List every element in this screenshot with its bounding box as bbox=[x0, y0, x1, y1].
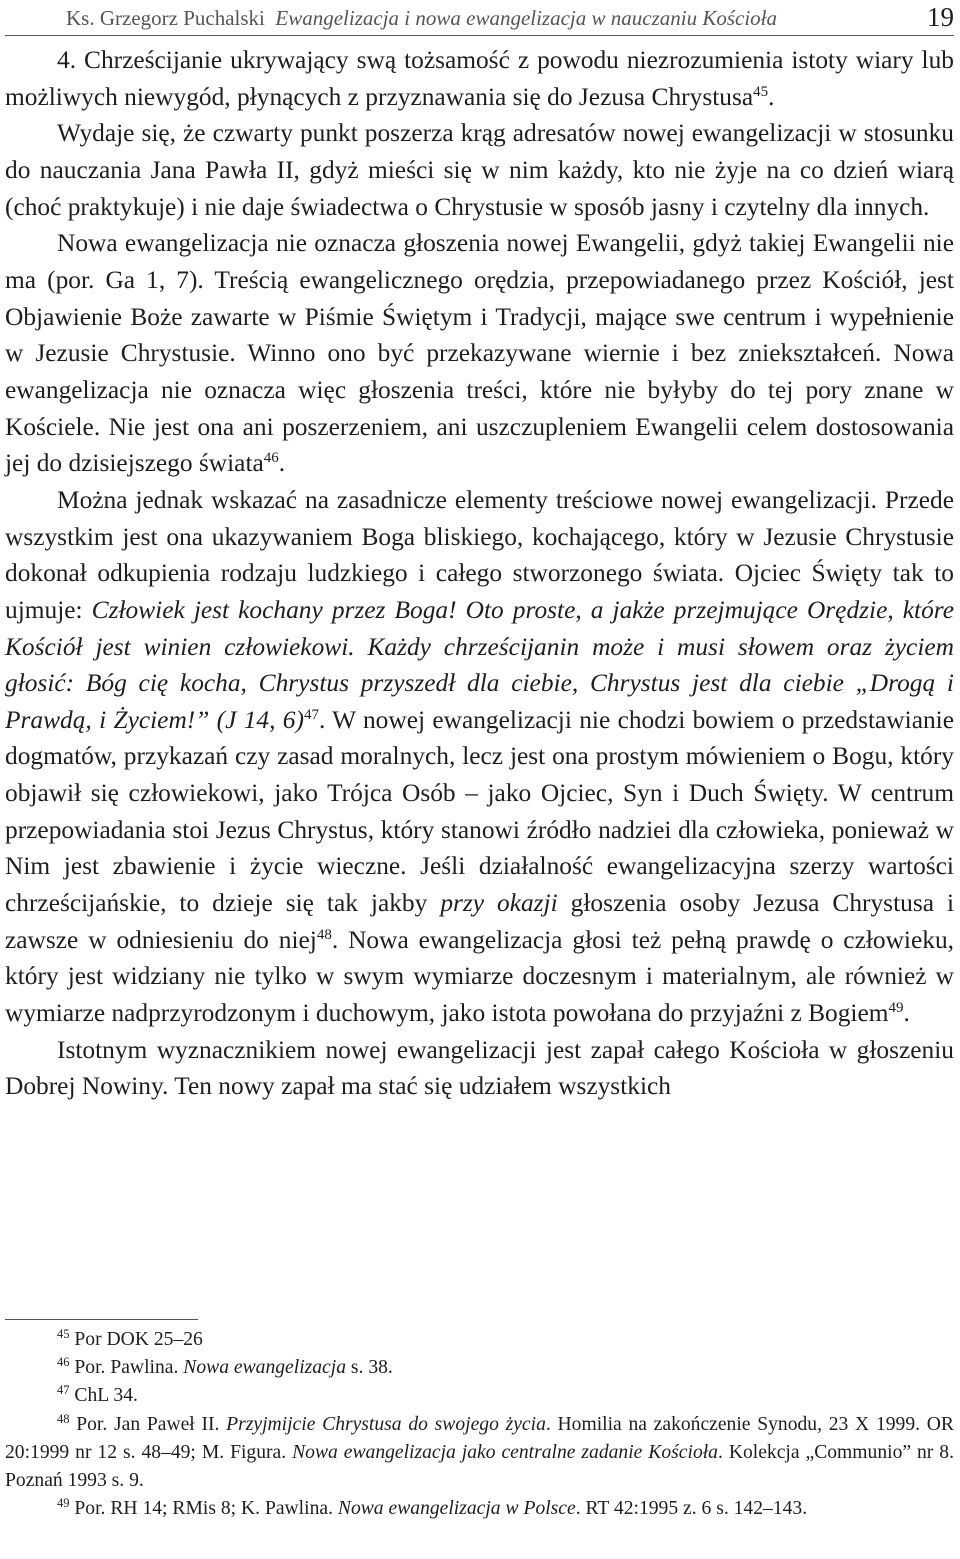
footnote-45 bbox=[5, 1326, 954, 1354]
header-title: Ewangelizacja i nowa ewangelizacja w nauczaniu Kościoła bbox=[275, 6, 778, 30]
paragraph-2 bbox=[5, 225, 954, 482]
list-item-4 bbox=[5, 42, 954, 115]
paragraph-3-text-a: Można jednak wskazać na zasadnicze elementy treściowe nowej ewangelizacji. Przede wszystkim jest ona ukazywaniem Boga bliskiego, kochającego, który w Jezusie Chrystusie dokonał odkupienia rodzaju ludzkiego i całego stworzonego świata. Ojciec Święty tak to ujmuje: bbox=[5, 485, 954, 624]
footnote-47 bbox=[5, 1382, 954, 1410]
footnote-ref-45[interactable]: 45 bbox=[753, 83, 769, 100]
footnotes bbox=[5, 1326, 954, 1523]
italic-phrase: przy okazji bbox=[440, 889, 558, 918]
paragraph-2-text: Nowa ewangelizacja nie oznacza głoszenia nowej Ewangelii, gdyż takiej Ewangelii nie ma (por. Ga 1, 7). Treścią ewangelicznego orędzia, przepowiadanego przez Kościół, jest Objawienie Boże zawarte w Piśmie Świętym i Tradycji, mające swe centrum i wypełnienie w Jezusie Chrystusie. Winno ono być przekazywane wiernie i bez zniekształceń. Nowa ewangelizacja nie oznacza więc głoszenia treści, które nie byłyby do tej pory znane w Kościele. Nie jest ona ani poszerzeniem, ani uszczupleniem Ewangelii celem dostosowania jej do dzisiejszego świata bbox=[5, 229, 954, 478]
footnote-text: Por. Pawlina. bbox=[74, 1357, 184, 1379]
header-rule bbox=[5, 35, 954, 36]
footnote-number: 48 bbox=[57, 1411, 70, 1426]
footnote-text: s. 38. bbox=[346, 1357, 393, 1379]
list-item-number: 4. bbox=[57, 46, 77, 74]
footnote-text: . Homilia na zakończenie Synodu, 23 X 1999. OR 20:1999 nr 12 s. 48–49; M. Figura. bbox=[5, 1413, 954, 1463]
header-author: Ks. Grzegorz Puchalski bbox=[66, 6, 265, 30]
footnote-49 bbox=[5, 1495, 954, 1523]
paragraph-3-text-d: . Nowa ewangelizacja głosi też pełną prawdę o człowieku, który jest widziany nie tylko w swym wymiarze doczesnym i materialnym, ale również w wymiarze nadprzyrodzonym i duchowym, jako istota powołana do przyjaźni z Bogiem bbox=[5, 925, 954, 1028]
footnote-rule bbox=[5, 1319, 198, 1320]
paragraph-3 bbox=[5, 482, 954, 1032]
footnote-title: Nowa ewangelizacja bbox=[183, 1357, 346, 1379]
sentence-end: . bbox=[768, 82, 775, 111]
footnote-48 bbox=[5, 1411, 954, 1496]
page-number: 19 bbox=[927, 2, 954, 32]
footnote-number: 45 bbox=[57, 1327, 70, 1341]
paragraph-4: Istotnym wyznacznikiem nowej ewangelizacji jest zapał całego Kościoła w głoszeniu Dobrej Nowiny. Ten nowy zapał ma stać się udziałem wszystkich bbox=[5, 1035, 954, 1101]
footnote-number: 49 bbox=[57, 1496, 70, 1511]
footnote-title: Nowa ewangelizacja jako centralne zadanie Kościoła bbox=[292, 1441, 718, 1463]
footnote-ref-47[interactable]: 47 bbox=[303, 706, 319, 723]
footnote-number: 47 bbox=[57, 1383, 70, 1398]
sentence-end: . bbox=[903, 999, 910, 1028]
running-head bbox=[66, 2, 954, 36]
footnote-46 bbox=[5, 1354, 954, 1382]
main-text bbox=[5, 42, 954, 1105]
footnote-text: ChL 34. bbox=[74, 1385, 138, 1407]
footnote-title: Przyjmijcie Chrystusa do swojego życia bbox=[226, 1413, 546, 1435]
footnote-text: Por DOK 25–26 bbox=[74, 1329, 203, 1350]
paragraph-3-text-c: głoszenia osoby Jezusa Chrystusa i zawsze w odniesieniu do niej bbox=[5, 889, 954, 954]
paragraph-1: Wydaje się, że czwarty punkt poszerza krąg adresatów nowej ewangelizacji w stosunku do nauczania Jana Pawła II, gdyż mieści się w nim każdy, kto nie żyje na co dzień wiarą (choć praktykuje) i nie daje świadectwa o Chrystusie w sposób jasny i czytelny dla innych. bbox=[5, 119, 954, 221]
footnote-number: 46 bbox=[57, 1355, 70, 1370]
footnote-ref-48[interactable]: 48 bbox=[316, 926, 332, 943]
footnote-title: Nowa ewangelizacja w Polsce bbox=[337, 1498, 576, 1520]
list-item-text: Chrześcijanie ukrywający swą tożsamość z powodu niezrozumienia istoty wiary lub możliwych niewygód, płynących z przyznawania się do Jezusa Chrystusa bbox=[5, 46, 954, 111]
footnote-text: . Kolekcja „Communio” nr 8. Poznań 1993 s. 9. bbox=[5, 1441, 954, 1492]
papal-quote: Człowiek jest kochany przez Boga! Oto proste, a jakże przejmujące Orędzie, które Kościół jest winien człowiekowi. Każdy chrześcijanin może i musi słowem oraz życiem głosić: Bóg cię kocha, Chrystus przyszedł dla ciebie, Chrystus jest dla ciebie „Drogą i Prawdą, i Życiem!” (J 14, 6) bbox=[5, 595, 955, 734]
footnote-ref-49[interactable]: 49 bbox=[888, 1000, 904, 1017]
footnote-text: Por. RH 14; RMis 8; K. Pawlina. bbox=[74, 1498, 338, 1520]
footnote-ref-46[interactable]: 46 bbox=[263, 450, 279, 467]
footnote-text: Por. Jan Paweł II. bbox=[76, 1413, 227, 1435]
sentence-end: . bbox=[278, 449, 286, 478]
paragraph-3-text-b: . W nowej ewangelizacji nie chodzi bowiem o przedstawianie dogmatów, przykazań czy zasad moralnych, lecz jest ona prostym mówieniem o Bogu, który objawił się człowiekowi, jako Trójca Osób – jako Ojciec, Syn i Duch Święty. W centrum przepowiadania stoi Jezus Chrystus, który stanowi źródło nadziei dla człowieka, ponieważ w Nim jest zbawienie i życie wieczne. Jeśli działalność ewangelizacyjna szerzy wartości chrześcijańskie, to dzieje się tak jakby bbox=[5, 705, 954, 918]
footnote-text: . RT 42:1995 z. 6 s. 142–143. bbox=[575, 1498, 808, 1520]
